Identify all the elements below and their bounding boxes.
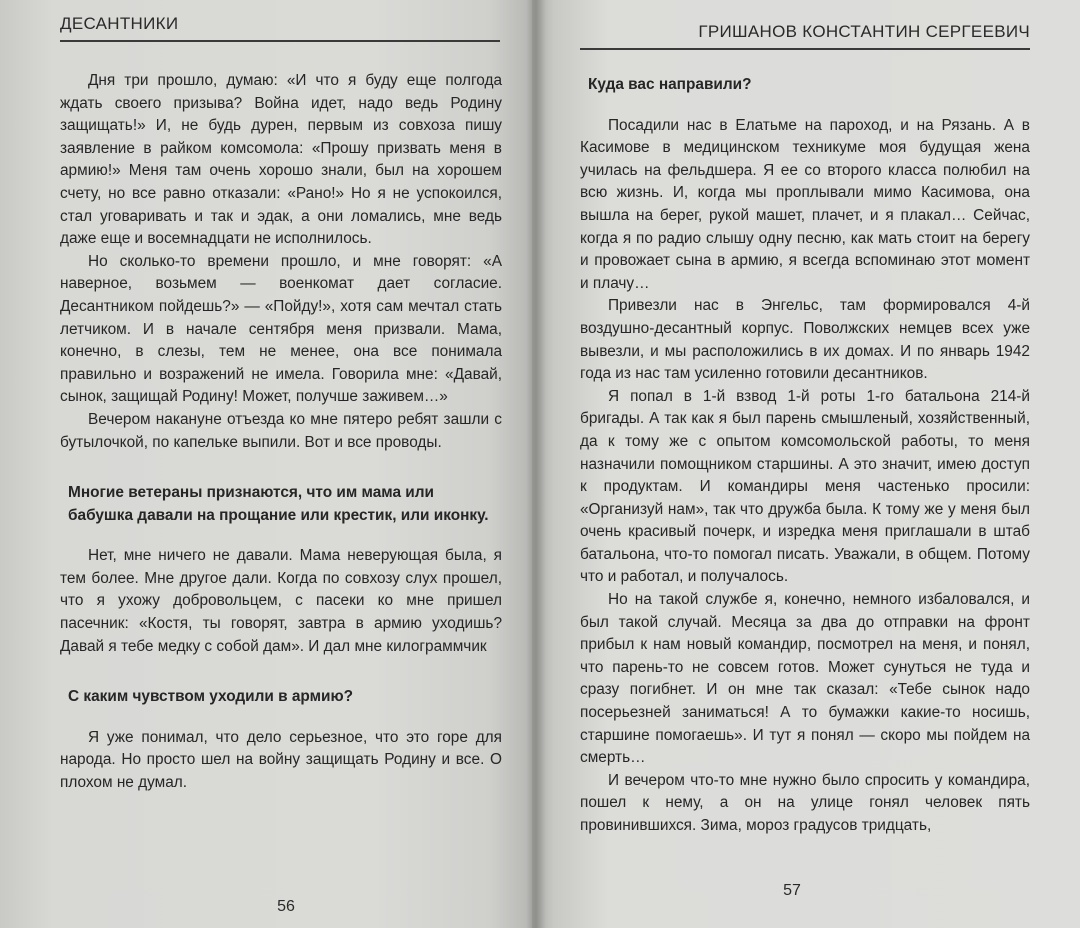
paragraph: И вечером что-то мне нужно было спросить у командира, пошел к нему, а он на улице гонял человек пять провинившихся. Зима, мороз градусов тридцать,	[580, 771, 1030, 834]
right-page	[532, 0, 1080, 928]
paragraph: Я попал в 1-й взвод 1-й роты 1-го батальона 214-й бригады. А так как я был парень смышленый, хозяйственный, да к тому же с опытом комсомольской работы, то меня назначили помощником старшины. А это значит, имею доступ к продуктам. И командиры меня частенько просили: «Организуй нам», так что дружба была. К тому же у меня был очень красивый почерк, и изредка меня приглашали в штаб батальона, что-то помогал писать. Уважали, в общем. Потому что и работал, и получалось.	[580, 387, 1030, 586]
right-page-text	[580, 74, 1030, 838]
interview-question: Куда вас направили?	[588, 76, 752, 93]
paragraph: Посадили нас в Елатьме на пароход, и на Рязань. А в Касимове в медицинском техникуме моя будущая жена училась на фельдшера. Я ее со второго класса полюбил на всю жизнь. И, когда мы проплывали мимо Касимова, она вышла на берег, рукой машет, плачет, и я плакал… Сейчас, когда я по радио слышу одну песню, как мать стоит на берегу и провожает сына в армию, я всегда вспоминаю этот момент и плачу…	[580, 116, 1030, 292]
paragraph: Привезли нас в Энгельс, там формировался 4-й воздушно-десантный корпус. Поволжских немцев всех уже вывезли, и мы расположились в их домах. И по январь 1942 года из нас там усиленно готовили десантников.	[580, 297, 1030, 383]
paragraph: Дня три прошло, думаю: «И что я буду еще полгода ждать своего призыва? Война идет, надо ведь Родину защищать!» И, не будь дурен, первым из совхоза пишу заявление в райком комсомола: «Прошу призвать меня в армию!» Меня там очень хорошо знали, был на хорошем счету, но все равно отказали: «Рано!» Но я не успокоился, стал уговаривать и так и эдак, а они ломались, мне ведь даже еще и восемнадцати не исполнилось.	[60, 72, 502, 248]
paragraph: Но на такой службе я, конечно, немного избаловался, и был такой случай. Месяца за два до отправки на фронт прибыл к нам новый командир, посмотрел на меня, и понял, что парень-то не совсем готов. Может сунуться не туда и сразу погибнет. И он мне так сказал: «Тебе сынок надо посерьезней заниматься! А то бумажки какие-то носишь, старшине помогаешь». И тут я понял — скоро мы пойдем на смерть…	[580, 591, 1030, 767]
left-page	[0, 0, 532, 928]
page-number-right: 57	[783, 882, 801, 899]
page-number-left: 56	[277, 898, 295, 915]
paragraph: Вечером накануне отъезда ко мне пятеро ребят зашли с бутылочкой, по капельке выпили. Вот и все проводы.	[60, 410, 502, 451]
paragraph: Нет, мне ничего не давали. Мама неверующая была, я тем более. Мне другое дали. Когда по совхозу слух прошел, что я ухожу добровольцем, с пасеки ко мне пришел пасечник: «Костя, ты говорят, завтра в армию уходишь? Давай я тебе медку с собой дам». И дал мне килограммчик	[60, 547, 502, 655]
left-page-text	[60, 70, 510, 795]
interview-question: Многие ветераны признаются, что им мама или бабушка давали на прощание или крестик, или иконку.	[68, 484, 489, 524]
paragraph: Я уже понимал, что дело серьезное, что это горе для народа. Но просто шел на войну защищать Родину и все. О плохом не думал.	[60, 728, 502, 792]
paragraph: Но сколько-то времени прошло, и мне говорят: «А наверное, возьмем — военкомат дает согласие. Десантником пойдешь?» — «Пойду!», хотя сам мечтал стать летчиком. И в начале сентября меня призвали. Мама, конечно, в слезы, тем не менее, она все понимала правильно и возражений не имела. Говорила мне: «Давай, сынок, защищай Родину! Может, получше заживем…»	[60, 252, 502, 406]
running-head-left: ДЕСАНТНИКИ	[60, 14, 500, 42]
running-head-right: ГРИШАНОВ КОНСТАНТИН СЕРГЕЕВИЧ	[580, 22, 1030, 50]
interview-question: С каким чувством уходили в армию?	[68, 688, 354, 706]
